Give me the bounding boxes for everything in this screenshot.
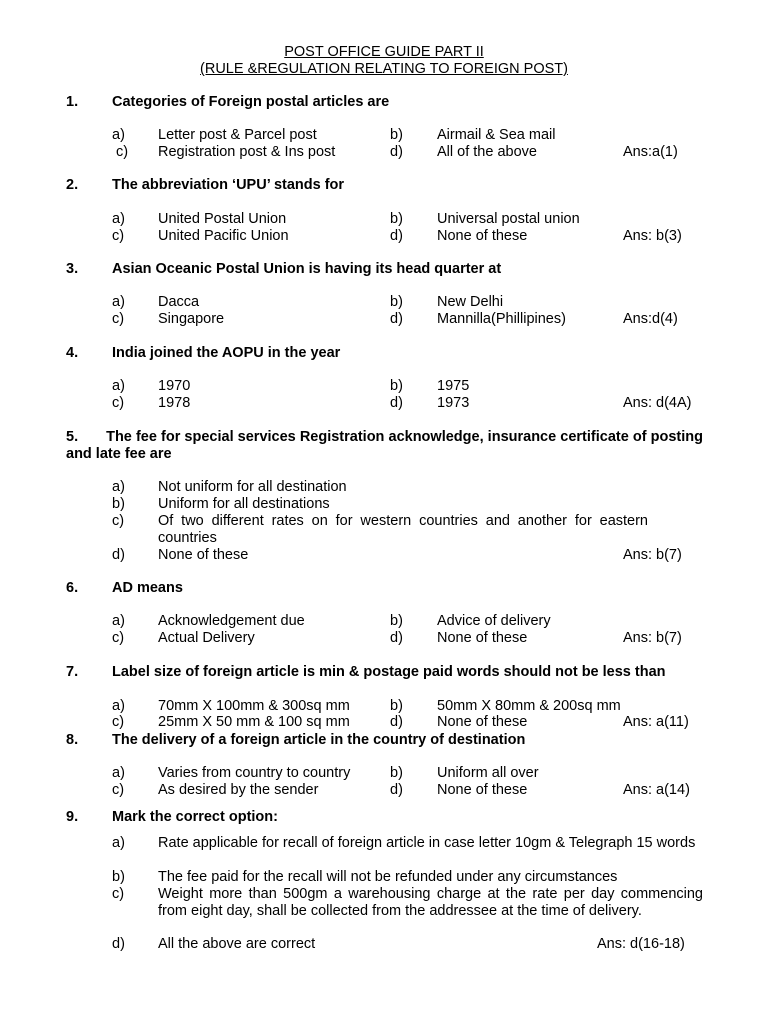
option-text: None of these <box>437 782 528 798</box>
question-number: 7. <box>66 664 79 680</box>
answer-key: Ans: a(11) <box>623 714 689 730</box>
option-label: c) <box>112 228 125 244</box>
question-text: India joined the AOPU in the year <box>112 345 341 361</box>
option-label: c) <box>112 395 125 411</box>
option-text: Varies from country to country <box>158 765 351 781</box>
option-label: a) <box>112 765 125 781</box>
option-label: c) <box>112 886 125 902</box>
option-text: Uniform all over <box>437 765 539 781</box>
question-number: 8. <box>66 732 79 748</box>
answer-key: Ans: a(14) <box>623 782 690 798</box>
option-text: 1970 <box>158 378 191 394</box>
option-label: b) <box>390 211 403 227</box>
option-label: c) <box>116 144 129 160</box>
option-label: a) <box>112 127 125 143</box>
option-label: d) <box>390 630 403 646</box>
option-label: d) <box>390 228 403 244</box>
option-text: None of these <box>437 228 528 244</box>
option-text: Acknowledgement due <box>158 613 305 629</box>
option-text: Advice of delivery <box>437 613 551 629</box>
option-text: Not uniform for all destination <box>158 479 347 495</box>
answer-key: Ans:a(1) <box>623 144 678 160</box>
option-text: Uniform for all destinations <box>158 496 330 512</box>
option-text: United Postal Union <box>158 211 287 227</box>
option-label: d) <box>390 395 403 411</box>
option-label: a) <box>112 294 125 310</box>
option-text: 1975 <box>437 378 470 394</box>
question-text: The fee for special services Registration acknowledge, insurance certificate of posting and late fee are <box>66 429 703 462</box>
option-text: 50mm X 80mm & 200sq mm <box>437 698 621 714</box>
option-text: Weight more than 500gm a warehousing charge at the rate per day commencing from eight day, shall be collected from the addressee at the time of delivery. <box>158 886 703 919</box>
question-text: The abbreviation ‘UPU’ stands for <box>112 177 345 193</box>
question-text: Mark the correct option: <box>112 809 278 825</box>
question-text: Label size of foreign article is min & postage paid words should not be less than <box>112 664 666 680</box>
option-text: Rate applicable for recall of foreign article in case letter 10gm & Telegraph 15 words <box>158 835 696 851</box>
question-text: Categories of Foreign postal articles are <box>112 94 390 110</box>
answer-key: Ans: b(7) <box>623 630 682 646</box>
option-text: New Delhi <box>437 294 504 310</box>
answer-key: Ans: b(7) <box>623 547 682 563</box>
option-text: 1978 <box>158 395 191 411</box>
option-text: United Pacific Union <box>158 228 289 244</box>
question-number: 4. <box>66 345 79 361</box>
option-label: a) <box>112 835 125 851</box>
question-text-block <box>66 429 703 463</box>
option-text: All of the above <box>437 144 537 160</box>
option-label: c) <box>112 513 125 529</box>
option-label: b) <box>390 613 403 629</box>
option-text: Actual Delivery <box>158 630 255 646</box>
option-label: b) <box>112 869 125 885</box>
question-number: 1. <box>66 94 79 110</box>
option-label: d) <box>390 714 403 730</box>
option-label: a) <box>112 211 125 227</box>
option-text: The fee paid for the recall will not be refunded under any circumstances <box>158 869 618 885</box>
option-label: c) <box>112 311 125 327</box>
question-number: 3. <box>66 261 79 277</box>
option-label: d) <box>390 782 403 798</box>
question-number: 2. <box>66 177 79 193</box>
question-number: 9. <box>66 809 79 825</box>
option-text: Registration post & Ins post <box>158 144 336 160</box>
option-label: d) <box>112 547 125 563</box>
option-label: a) <box>112 479 125 495</box>
option-label: b) <box>390 378 403 394</box>
option-label: c) <box>112 782 125 798</box>
option-text: All the above are correct <box>158 936 316 952</box>
option-text: 25mm X 50 mm & 100 sq mm <box>158 714 350 730</box>
option-text: None of these <box>158 547 249 563</box>
option-text: Singapore <box>158 311 225 327</box>
document-subtitle: (RULE &REGULATION RELATING TO FOREIGN POST) <box>200 61 568 77</box>
option-text: Universal postal union <box>437 211 580 227</box>
option-label: d) <box>390 144 403 160</box>
option-text: Airmail & Sea mail <box>437 127 556 143</box>
option-label: c) <box>112 714 125 730</box>
answer-key: Ans:d(4) <box>623 311 678 327</box>
option-label: d) <box>112 936 125 952</box>
answer-key: Ans: d(4A) <box>623 395 692 411</box>
question-text: The delivery of a foreign article in the country of destination <box>112 732 526 748</box>
option-text: 70mm X 100mm & 300sq mm <box>158 698 350 714</box>
option-text: None of these <box>437 630 528 646</box>
question-text: Asian Oceanic Postal Union is having its head quarter at <box>112 261 502 277</box>
option-label: b) <box>390 294 403 310</box>
option-text: Of two different rates on for western countries and another for eastern countries <box>158 513 648 546</box>
answer-key: Ans: b(3) <box>623 228 682 244</box>
option-label: b) <box>390 127 403 143</box>
option-label: a) <box>112 613 125 629</box>
option-label: a) <box>112 378 125 394</box>
question-number: 6. <box>66 580 79 596</box>
option-label: b) <box>112 496 125 512</box>
option-text: Letter post & Parcel post <box>158 127 317 143</box>
question-number: 5. <box>66 429 79 445</box>
option-label: c) <box>112 630 125 646</box>
option-label: b) <box>390 698 403 714</box>
question-text: AD means <box>112 580 183 596</box>
option-text: Dacca <box>158 294 200 310</box>
option-label: a) <box>112 698 125 714</box>
option-label: d) <box>390 311 403 327</box>
option-text: Mannilla(Phillipines) <box>437 311 566 327</box>
option-text: 1973 <box>437 395 470 411</box>
option-text: As desired by the sender <box>158 782 319 798</box>
answer-key: Ans: d(16-18) <box>597 936 685 952</box>
document-title: POST OFFICE GUIDE PART II <box>284 44 484 60</box>
option-label: b) <box>390 765 403 781</box>
option-text: None of these <box>437 714 528 730</box>
